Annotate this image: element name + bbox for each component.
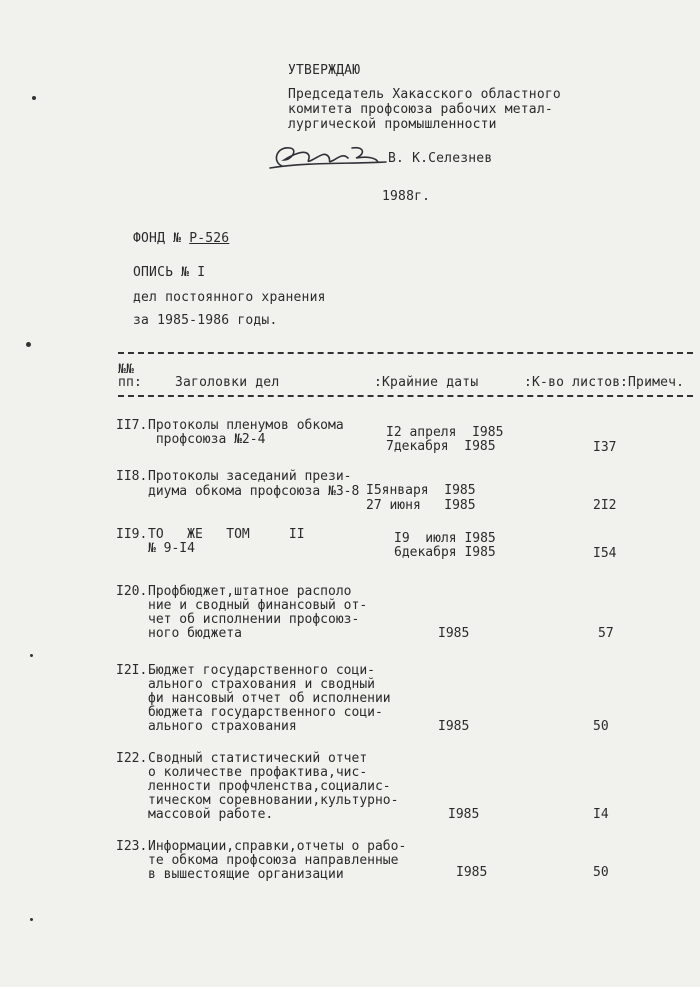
header-sheets: :К-во листов (524, 375, 621, 390)
row-number: I23. (116, 839, 148, 854)
row-title-line: массовой работе. (148, 807, 274, 822)
header-dates: :Крайние даты (374, 375, 479, 390)
fond-number: Р-526 (189, 231, 230, 246)
scan-speck (26, 342, 31, 347)
header-num-top: №№ (118, 362, 135, 377)
row-title-line: Профбюджет,штатное располо (148, 584, 352, 599)
row-title-line: в вышестоящие организации (148, 867, 344, 882)
approval-year: 1988г. (382, 189, 431, 204)
row-title-line: о количестве профактива,чис- (148, 765, 368, 780)
row-number: II9. (116, 527, 148, 542)
scan-speck (32, 96, 36, 100)
opis-line: за 1985-1986 годы. (133, 313, 278, 328)
approval-heading: УТВЕРЖДАЮ (288, 63, 361, 78)
row-number: I20. (116, 584, 148, 599)
row-number: I2I. (116, 663, 148, 678)
row-title-line: ального страхования и сводный (148, 677, 375, 692)
handwritten-signature (268, 140, 398, 174)
row-title-line: фи нансовый отчет об исполнении (148, 691, 391, 706)
row-sheets: I54 (593, 546, 617, 561)
header-title: Заголовки дел (175, 375, 280, 390)
row-number: I22. (116, 751, 148, 766)
row-date-line: 7декабря I985 (386, 439, 496, 454)
row-title-line: ального страхования (148, 719, 297, 734)
row-date-line: I985 (456, 865, 488, 880)
header-notes: :Примеч. (620, 375, 685, 390)
row-title-line: ние и сводный финансовый от- (148, 598, 368, 613)
row-sheets: 50 (593, 865, 609, 880)
approval-line: Председатель Хакасского областного (288, 87, 561, 102)
row-title-line: Информации,справки,отчеты о рабо- (148, 839, 407, 854)
approval-line: комитета профсоюза рабочих метал- (288, 102, 553, 117)
row-title-line: диума обкома профсоюза №3-8 (148, 484, 360, 499)
approval-line: лургической промышленности (288, 117, 497, 132)
row-date-line: I2 апреля I985 (386, 425, 504, 440)
row-title-line: Протоколы заседаний прези- (148, 469, 352, 484)
row-title-line: тическом соревновании,культурно- (148, 793, 399, 808)
row-number: II8. (116, 469, 148, 484)
header-bottom-rule (118, 395, 693, 397)
row-title-line: те обкома профсоюза направленные (148, 853, 399, 868)
scan-speck (30, 918, 33, 921)
fond-label-text: ФОНД № (133, 231, 182, 246)
row-title-line: ленности профчленства,социалис- (148, 779, 391, 794)
row-title-line: Протоколы пленумов обкома (148, 418, 344, 433)
row-title-line: ного бюджета (148, 626, 242, 641)
scan-speck (30, 654, 33, 657)
row-sheets: 50 (593, 719, 609, 734)
row-title-line: бюджета государственного соци- (148, 705, 383, 720)
row-sheets: I37 (593, 440, 617, 455)
opis-title: ОПИСЬ № I (133, 265, 206, 280)
fond-label (133, 231, 229, 246)
header-num: пп: (118, 375, 143, 390)
row-title-line: чет об исполнении профсоюз- (148, 612, 360, 627)
opis-line: дел постоянного хранения (133, 290, 326, 305)
row-date-line: I985 (448, 807, 480, 822)
row-sheets: I4 (593, 807, 609, 822)
row-date-line: I985 (438, 719, 470, 734)
row-date-line: 27 июня I985 (366, 498, 476, 513)
row-sheets: 2I2 (593, 498, 617, 513)
row-sheets: 57 (598, 626, 614, 641)
row-date-line: I5января I985 (366, 483, 476, 498)
row-title-line: ТО ЖЕ ТОМ II (148, 527, 305, 542)
row-title-line: Бюджет государственного соци- (148, 663, 375, 678)
row-title-line: № 9-I4 (148, 541, 195, 556)
header-top-rule (118, 352, 693, 354)
signer-name: В. К.Селезнев (388, 151, 493, 166)
row-title-line: профсоюза №2-4 (148, 432, 266, 447)
row-number: II7. (116, 418, 148, 433)
row-date-line: I9 июля I985 (394, 531, 496, 546)
row-date-line: 6декабря I985 (394, 545, 496, 560)
row-title-line: Сводный статистический отчет (148, 751, 368, 766)
row-date-line: I985 (438, 626, 470, 641)
